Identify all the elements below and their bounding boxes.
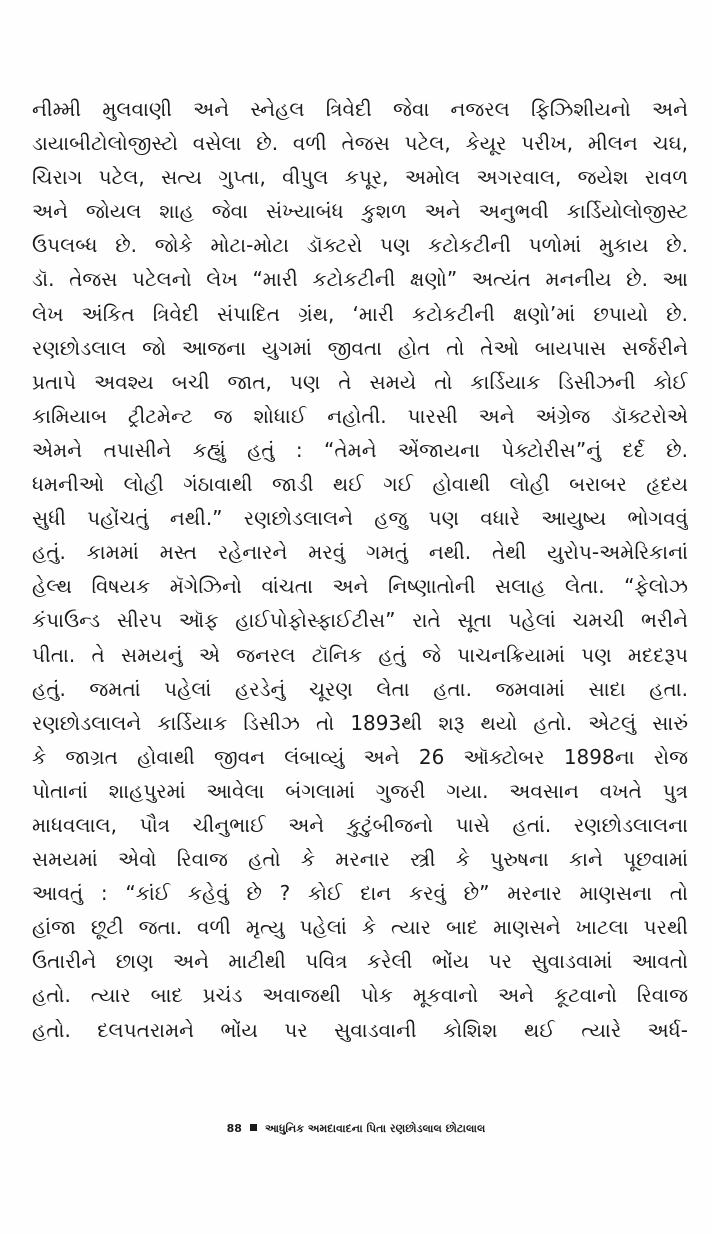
page-number: 88	[226, 1122, 242, 1135]
body-text	[32, 92, 688, 1047]
text-line: સુધી પહોંચતું નથી.” રણછોડલાલને હજુ પણ વધારે આયુષ્ય ભોગવવું	[32, 506, 688, 531]
text-line: માધવલાલ, પૌત્ર ચીનુભાઈ અને કુટુંબીજનો પાસે હતાં. રણછોડલાલના	[32, 812, 688, 837]
text-line: ધમનીઓ લોહી ગંઠાવાથી જાડી થઈ ગઈ હોવાથી લોહી બરાબર હૃદય	[32, 472, 688, 497]
text-line: પોતાનાં શાહપુરમાં આવેલા બંગલામાં ગુજરી ગયા. અવસાન વખતે પુત્ર	[32, 778, 688, 803]
text-line: અને જોયલ શાહ જેવા સંખ્યાબંધ કુશળ અને અનુભવી કાર્ડિયોલોજીસ્ટ	[32, 199, 688, 224]
text-line: ડાયાબીટોલોજીસ્ટો વસેલા છે. વળી તેજસ પટેલ, કેયૂર પરીખ, મીલન ચઘ,	[32, 131, 688, 156]
text-line: નીમ્મી મુલવાણી અને સ્નેહલ ત્રિવેદી જેવા નજરલ ફિઝિશીયનો અને	[32, 97, 688, 121]
text-line: હેલ્થ વિષયક મૅગેઝિનો વાંચતા અને નિષ્ણાતોની સલાહ લેતા. “ફેલોઝ	[32, 574, 688, 599]
text-line: રણછોડલાલને કાર્ડિયાક ડિસીઝ તો 1893થી શરૂ થયો હતો. એટલું સારું	[32, 710, 688, 735]
text-line: હતું. કામમાં મસ્ત રહેનારને મરવું ગમતું નથી. તેથી યુરોપ-અમેરિકાનાં	[32, 540, 688, 565]
text-line: રણછોડલાલ જો આજના યુગમાં જીવતા હોત તો તેઓ બાયપાસ સર્જરીને	[32, 335, 688, 360]
text-line: પ્રતાપે અવશ્ય બચી જાત, પણ તે સમયે તો કાર્ડિયાક ડિસીઝની કોઈ	[32, 369, 688, 394]
text-line: હતો. ત્યાર બાદ પ્રચંડ અવાજથી પોક મૂકવાનો અને કૂટવાનો રિવાજ	[32, 983, 688, 1008]
text-line: કે જાગ્રત હોવાથી જીવન લંબાવ્યું અને 26 ઑક્ટોબર 1898ના રોજ	[32, 744, 688, 769]
text-line: લેખ અંકિત ત્રિવેદી સંપાદિત ગ્રંથ, ‘મારી કટોકટીની ક્ષણો’માં છપાયો છે.	[32, 301, 688, 326]
text-line: સમયમાં એવો રિવાજ હતો કે મરનાર સ્ત્રી કે પુરુષના કાને પૂછવામાં	[32, 847, 688, 872]
bullet-separator-icon	[250, 1124, 257, 1131]
text-line: કામિયાબ ટ્રીટમેન્ટ જ શોધાઈ નહોતી. પારસી અને અંગ્રેજ ડૉક્ટરોએ	[32, 403, 688, 428]
text-line: આવતું : “કાંઈ કહેવું છે ? કોઈ દાન કરવું છે” મરનાર માણસના તો	[32, 881, 688, 906]
text-line: ચિરાગ પટેલ, સત્ય ગુપ્તા, વીપુલ કપૂર, અમોલ અગરવાલ, જયેશ રાવળ	[32, 165, 688, 190]
text-line: કંપાઉન્ડ સીરપ ઑફ હાઈપોફોસ્ફાઈટીસ” રાતે સૂતા પહેલાં ચમચી ભરીને	[32, 608, 688, 633]
text-line: ઉતારીને છાણ અને માટીથી પવિત્ર કરેલી ભોંય પર સુવાડવામાં આવતો	[32, 949, 688, 974]
text-line: હતું. જમતાં પહેલાં હરડેનું ચૂરણ લેતા હતા. જમવામાં સાદા હતા.	[32, 676, 688, 701]
text-line: ઉપલબ્ધ છે. જોકે મોટા-મોટા ડૉક્ટરો પણ કટોકટીની પળોમાં મુકાય છે.	[32, 233, 688, 258]
page-footer	[0, 1115, 712, 1143]
running-title: આધુનિક અમદાવાદના પિતા રણછોડલાલ છોટાલાલ	[264, 1122, 486, 1135]
text-line: હાંજા છૂટી જતા. વળી મૃત્યુ પહેલાં કે ત્યાર બાદ માણસને ખાટલા પરથી	[32, 915, 688, 940]
text-line: પીતા. તે સમયનું એ જનરલ ટૉનિક હતું જે પાચનક્રિયામાં પણ મદદરૂપ	[32, 642, 688, 667]
text-line: હતો. દલપતરામને ભોંય પર સુવાડવાની કોશિશ થઈ ત્યારે અર્ધ-	[32, 1017, 688, 1042]
text-line: ડૉ. તેજસ પટેલનો લેખ “મારી કટોકટીની ક્ષણો” અત્યંત મનનીય છે. આ	[32, 267, 688, 292]
text-line: એમને તપાસીને કહ્યું હતું : “તેમને એંજાયના પેક્ટોરીસ”નું દર્દ છે.	[32, 437, 688, 462]
